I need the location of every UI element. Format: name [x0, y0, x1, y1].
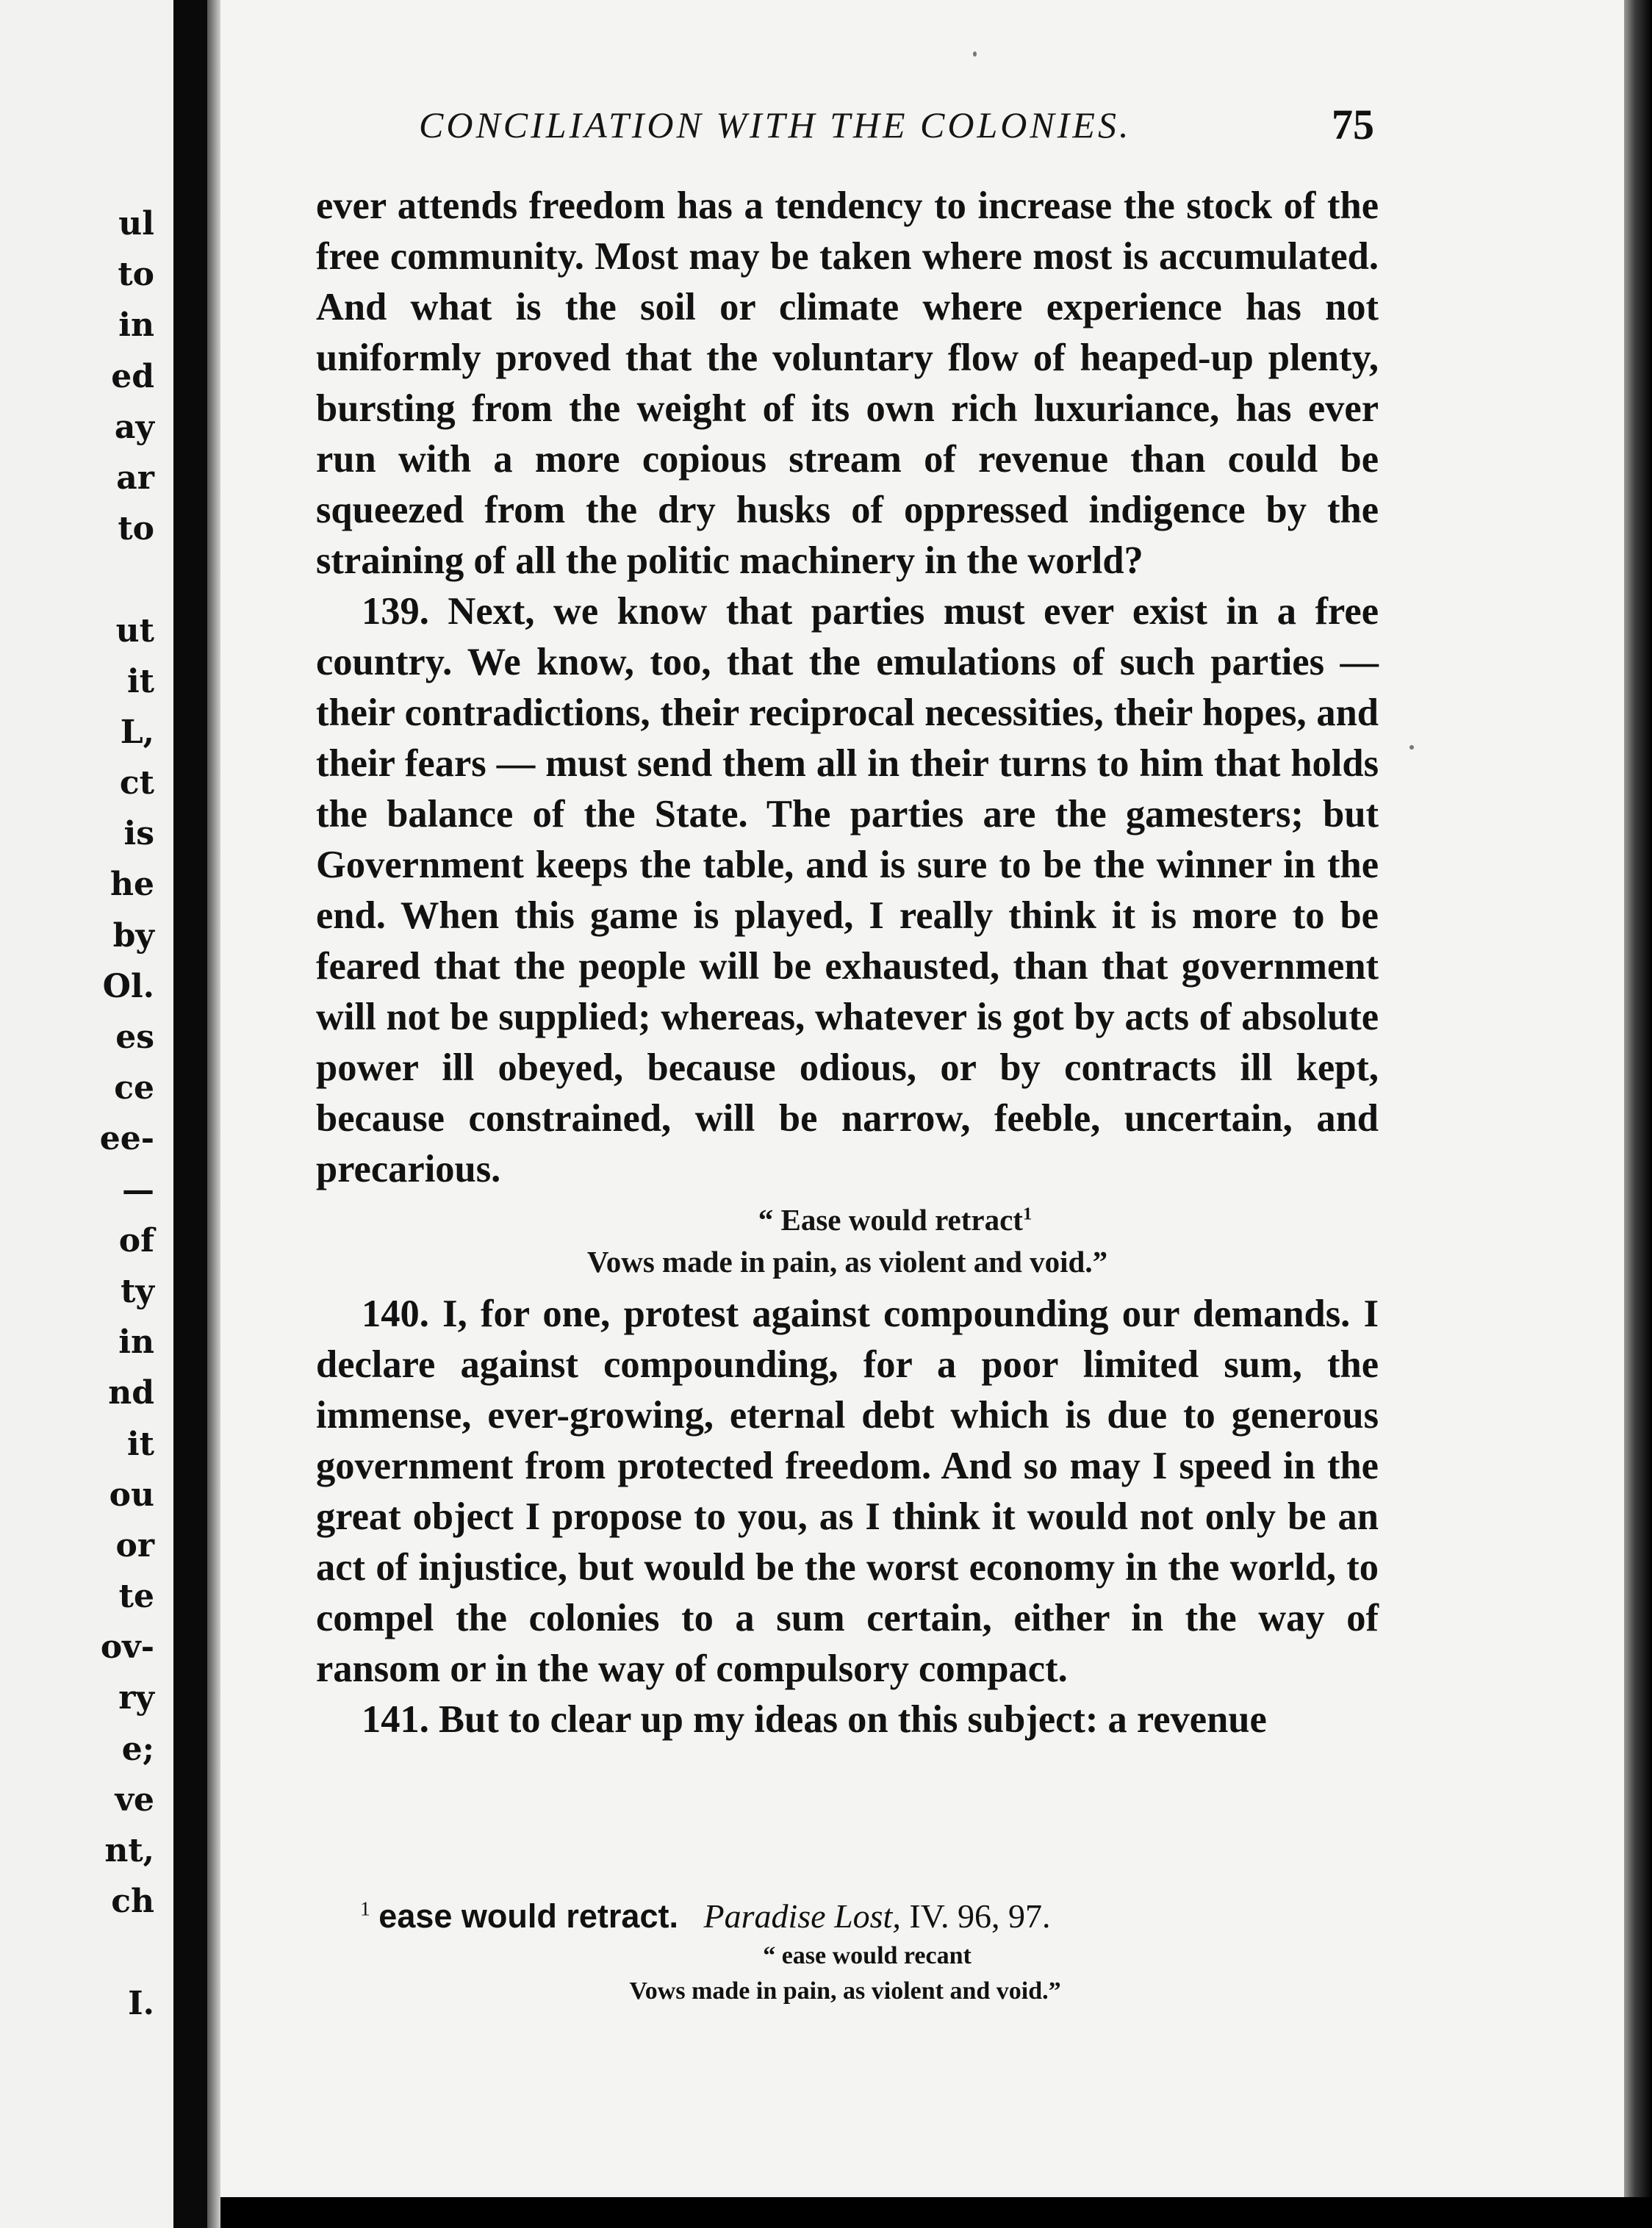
paper-speck	[1409, 745, 1414, 750]
facing-page-fragment: he	[110, 866, 154, 904]
facing-page-fragment: —	[122, 1171, 154, 1209]
facing-page-fragment: it	[126, 1425, 154, 1463]
footnote-quote-line: Vows made in pain, as violent and void.”	[629, 1977, 1061, 2005]
footnote-citation	[360, 1894, 1374, 1938]
facing-page-fragment: ry	[118, 1679, 154, 1717]
facing-page-fragment: ed	[111, 357, 154, 395]
paragraph-140	[316, 1289, 1379, 1695]
page-edge-shadow	[1624, 0, 1652, 2228]
verse-quotation	[316, 1199, 1379, 1283]
facing-page-fragment: ct	[119, 764, 154, 802]
footnote-number: 1	[360, 1897, 370, 1920]
facing-page-fragment: Ol.	[102, 967, 154, 1005]
facing-page-fragment: e;	[121, 1730, 154, 1768]
footnote-quote-line: “ ease would recant	[763, 1942, 972, 1969]
facing-page-fragment: L,	[120, 713, 154, 751]
page-header	[220, 94, 1374, 156]
facing-page-fragments	[0, 198, 173, 2029]
facing-page-fragment: to	[118, 256, 154, 294]
gutter-shadow	[207, 0, 220, 2228]
facing-page-fragment: es	[115, 1018, 154, 1056]
quote-line: Vows made in pain, as violent and void.”	[586, 1245, 1108, 1279]
footnote-marker: 1	[1022, 1204, 1032, 1224]
facing-page-fragment: ar	[116, 459, 154, 497]
paragraph-text: Next, we know that parties must ever exist in a free country. We know, too, that the emulations of such parties — their contradictions, their reciprocal necessities, their hopes, and their fears — must send them all in their turns to him that holds the balance of the State. The parties are the gamesters; but Government keeps the table, and is sure to be the winner in the end. When this game is played, I really think it is more to be feared that the people will be exhausted, than that government will not be supplied; whereas, whatever is got by acts of absolute power ill obeyed, because odious, or by contracts ill kept, because constrained, will be narrow, feeble, uncertain, and precarious.	[316, 590, 1379, 1190]
facing-page-fragment: or	[115, 1526, 154, 1564]
facing-page-fragment: I.	[128, 1984, 154, 2022]
facing-page-fragment: by	[112, 916, 154, 955]
facing-page-fragment: of	[118, 1221, 154, 1259]
paragraph-number: 140.	[362, 1293, 429, 1335]
facing-page-fragment: in	[118, 306, 154, 345]
facing-page-fragment: te	[118, 1578, 154, 1616]
facing-page-fragment: nt,	[104, 1832, 154, 1869]
running-head: CONCILIATION WITH THE COLONIES.	[419, 104, 1132, 145]
paragraph-141	[316, 1695, 1379, 1745]
facing-page-fragment: is	[123, 815, 154, 853]
scan-border-bottom	[220, 2197, 1652, 2228]
page	[220, 0, 1624, 2197]
facing-page-fragment: ul	[118, 205, 154, 242]
paragraph-text: I, for one, protest against compounding our demands. I declare against compounding, for a poor limited sum, the immense, ever-growing, eternal debt which is due to generous government from protected freedom. And so may I speed in the great object I propose to you, as I think it would not only be an act of injustice, but would be the worst economy in the world, to compel the colonies to a sum certain, either in the way of ransom or in the way of compulsory compact.	[316, 1293, 1379, 1690]
paragraph-text: ever attends freedom has a tendency to increase the stock of the free community. Most may be taken where most is accumulated. And what is the soil or climate where experience has not uniformly proved that the voluntary flow of heaped-up plenty, bursting from the weight of its own rich luxuriance, has ever run with a more copious stream of revenue than could be squeezed from the dry husks of oppressed indigence by the straining of all the politic machinery in the world?	[316, 184, 1379, 582]
footnote-quotation	[360, 1938, 1374, 2009]
facing-page-fragment: ce	[114, 1069, 154, 1107]
footnote-source-title: Paradise Lost,	[703, 1897, 901, 1935]
facing-page-fragment: in	[118, 1323, 154, 1362]
paragraph-continued	[316, 181, 1379, 586]
paragraph-139	[316, 586, 1379, 1195]
facing-page-edge	[0, 0, 173, 2228]
book-gutter	[173, 0, 207, 2228]
facing-page-fragment: it	[126, 662, 154, 700]
facing-page-fragment: to	[118, 510, 154, 548]
footnote	[360, 1894, 1374, 2009]
facing-page-fragment	[0, 554, 173, 605]
footnote-source-ref: IV. 96, 97.	[909, 1897, 1051, 1935]
facing-page-fragment: ou	[109, 1476, 154, 1514]
facing-page-fragment: ty	[121, 1272, 154, 1310]
facing-page-fragment	[0, 1927, 173, 1977]
paragraph-number: 139.	[362, 590, 429, 633]
quote-line: “ Ease would retract$^1$	[758, 1203, 1032, 1237]
paragraph-text: But to clear up my ideas on this subject: a revenue	[439, 1698, 1267, 1741]
page-body	[316, 181, 1379, 1745]
page-number: 75	[1332, 101, 1374, 148]
facing-page-fragment: ve	[115, 1780, 154, 1819]
paper-speck	[973, 51, 977, 57]
facing-page-fragment: ov-	[100, 1628, 154, 1667]
facing-page-fragment: ay	[114, 408, 154, 446]
facing-page-fragment: nd	[108, 1374, 154, 1412]
paragraph-number: 141.	[362, 1698, 429, 1741]
facing-page-fragment: ee-	[99, 1120, 154, 1158]
footnote-phrase: ease would retract.	[378, 1897, 678, 1935]
facing-page-fragment: ch	[111, 1883, 154, 1921]
facing-page-fragment: ut	[115, 611, 154, 650]
